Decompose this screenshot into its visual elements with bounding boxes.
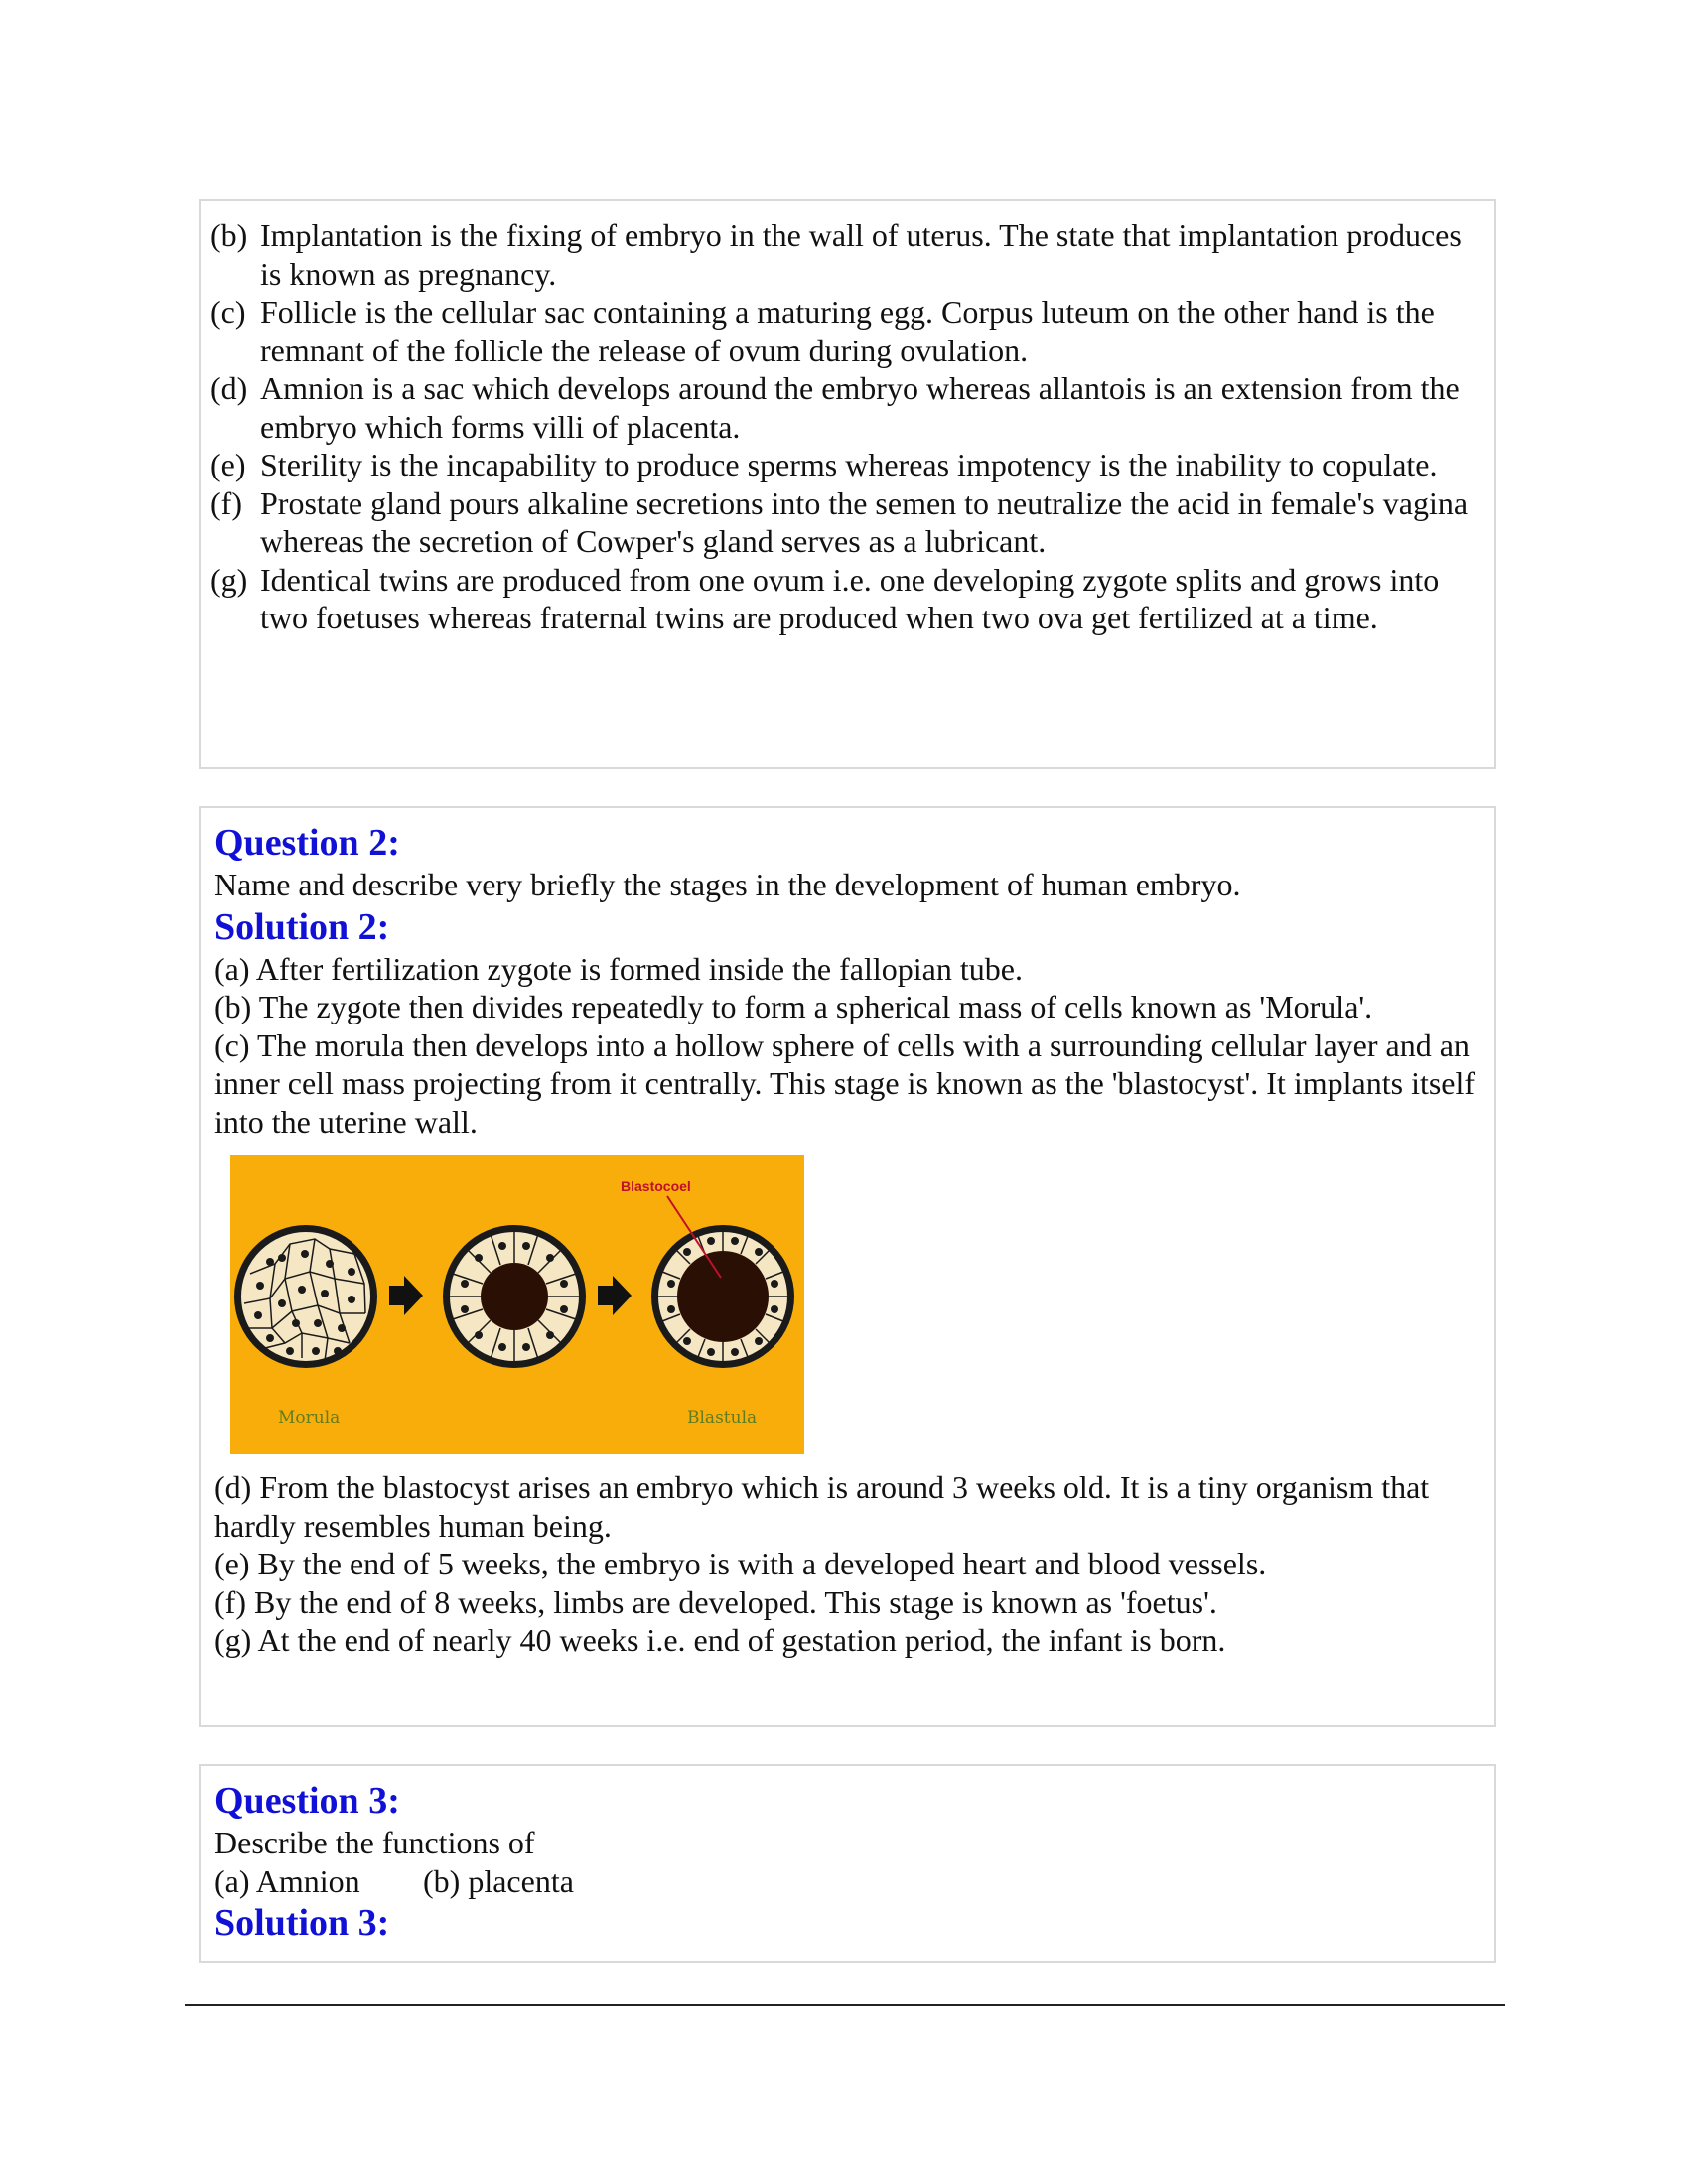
- blastula-label: Blastula: [687, 1408, 758, 1428]
- item-label: (d): [211, 370, 248, 406]
- solution-paragraph: (g) At the end of nearly 40 weeks i.e. end of gestation period, the infant is born.: [214, 1622, 1226, 1658]
- item-label: (c): [211, 294, 246, 330]
- list-item: [211, 293, 1480, 369]
- solution-paragraph: (c) The morula then develops into a hollow sphere of cells with a surrounding cellular layer and an inner cell mass projecting from it centrally. This stage is known as the 'blastocyst'. It implants itself into the uterine wall.: [214, 1026, 1476, 1140]
- item-text: Identical twins are produced from one ovum i.e. one developing zygote splits and grows into two foetuses whereas fraternal twins are produced when two ova get fertilized at a time.: [260, 561, 1440, 635]
- solution-paragraph: (a) After fertilization zygote is formed inside the fallopian tube.: [214, 950, 1023, 987]
- answer-continuation-box: [199, 199, 1496, 769]
- item-label: (b): [211, 217, 248, 253]
- question-3-box: [199, 1764, 1496, 1963]
- list-item: [211, 446, 1480, 484]
- morula-label: Morula: [278, 1408, 341, 1428]
- list-item: [211, 484, 1480, 561]
- morula-diagram: [234, 1225, 377, 1368]
- item-text: Sterility is the incapability to produce sperms whereas impotency is the inability to copulate.: [260, 447, 1438, 482]
- list-item: [211, 369, 1480, 446]
- option-a: (a) Amnion: [214, 1862, 360, 1899]
- arrow-right-icon: [389, 1276, 423, 1315]
- question-2-text: Name and describe very briefly the stages in the development of human embryo.: [214, 867, 1241, 902]
- item-text: Follicle is the cellular sac containing a maturing egg. Corpus luteum on the other hand is the remnant of the follicle the release of ovum during ovulation.: [260, 294, 1435, 368]
- item-text: Amnion is a sac which develops around the embryo whereas allantois is an extension from the embryo which forms villi of placenta.: [260, 370, 1460, 445]
- list-item: [211, 561, 1480, 637]
- option-b: (b) placenta: [423, 1862, 574, 1899]
- solution-paragraph: (e) By the end of 5 weeks, the embryo is with a developed heart and blood vessels.: [214, 1546, 1267, 1581]
- question-3-text: Describe the functions of: [214, 1825, 535, 1860]
- question-3-heading: Question 3:: [214, 1780, 400, 1822]
- item-text: Prostate gland pours alkaline secretions into the semen to neutralize the acid in female's vagina whereas the secretion of Cowper's gland serves as a lubricant.: [260, 484, 1469, 559]
- arrow-right-icon: [598, 1276, 632, 1315]
- item-label: (f): [211, 484, 242, 521]
- item-text: Implantation is the fixing of embryo in the wall of uterus. The state that implantation produces is known as pregnancy.: [260, 217, 1462, 292]
- item-label: (g): [211, 561, 248, 598]
- solution-2-heading: Solution 2:: [214, 905, 390, 948]
- solution-paragraph: (b) The zygote then divides repeatedly to form a spherical mass of cells known as 'Morula'.: [214, 989, 1373, 1024]
- question-3-options: [214, 1862, 1480, 1901]
- morula-blastula-figure: [230, 1155, 804, 1454]
- solution-3-heading: Solution 3:: [214, 1902, 390, 1944]
- early-blastocyst-diagram: [443, 1225, 586, 1368]
- blastocoel-label: Blastocoel: [621, 1178, 691, 1194]
- solution-paragraph: (d) From the blastocyst arises an embryo which is around 3 weeks old. It is a tiny organism that hardly resembles human being.: [214, 1469, 1430, 1544]
- item-label: (e): [211, 447, 246, 482]
- list-item: [211, 216, 1480, 293]
- solution-paragraph: (f) By the end of 8 weeks, limbs are developed. This stage is known as 'foetus'.: [214, 1583, 1217, 1620]
- blastula-diagram: [651, 1196, 794, 1368]
- page-bottom-divider: [185, 2004, 1505, 2006]
- question-2-heading: Question 2:: [214, 822, 400, 864]
- question-2-box: [199, 806, 1496, 1727]
